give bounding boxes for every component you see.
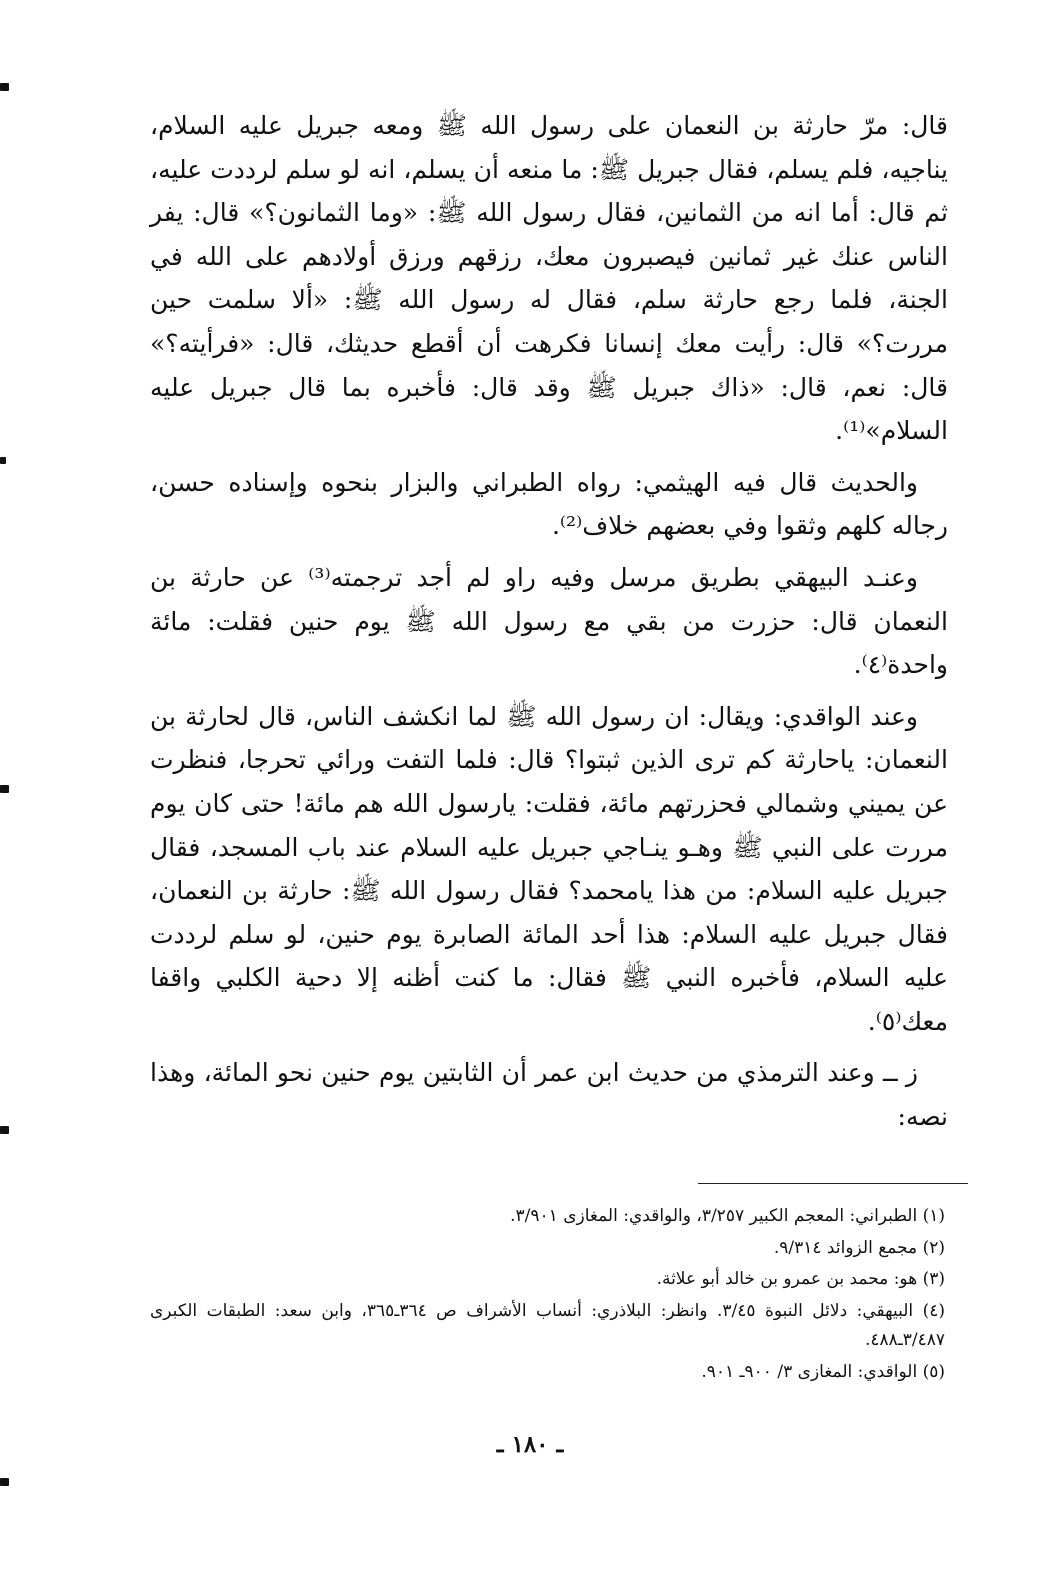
page-number: ـ ١٨٠ ـ: [496, 1431, 564, 1458]
footnote-text: مجمع الزوائد ٩/٣١٤.: [773, 1237, 918, 1258]
footnotes: [150, 1202, 945, 1389]
scan-edge-mark: [0, 83, 9, 91]
paragraph-haythami: والحديث قال فيه الهيثمي: رواه الطبراني والبزار بنحوه وإسناده حسن، رجاله كلهم وثقوا وفي بعضهم خلاف⁽²⁾.: [150, 467, 948, 541]
footnote-item: [150, 1265, 945, 1295]
footnote-divider: [698, 1183, 968, 1184]
paragraph-bayhaqi: وعنـد البيهقي بطريق مرسل وفيه راو لم أجد ترجمته⁽³⁾ عن حارثة بن النعمان قال: حزرت من بقي مع رسول الله ﷺ يوم حنين فقلت: مائة واحدة⁽٤⁾.: [150, 562, 948, 680]
scan-edge-mark: [0, 785, 9, 793]
footnote-item: [150, 1234, 945, 1264]
scan-edge-mark: [0, 1478, 9, 1486]
scan-edge-mark: [0, 457, 6, 464]
main-text: [150, 104, 948, 1147]
scan-edge-mark: [0, 1126, 9, 1134]
footnote-number: (٢): [922, 1237, 945, 1258]
footnote-text: الواقدي: المغازى ٣/ ٩٠٠ـ ٩٠١.: [701, 1361, 918, 1382]
footnote-number: (٤): [922, 1300, 946, 1321]
footnote-item: [150, 1202, 945, 1232]
footnote-item: [150, 1358, 945, 1388]
footnote-text: الطبراني: المعجم الكبير ٣/٢٥٧، والواقدي: المغازى ٣/٩٠١.: [510, 1206, 918, 1226]
footnote-item: [150, 1297, 945, 1356]
footnote-text: البيهقي: دلائل النبوة ٣/٤٥. وانظر: البلاذري: أنساب الأشراف ص ٣٦٤ـ٣٦٥، وابن سعد: الطبقات الكبرى ٣/٤٨٧ـ٤٨٨.: [150, 1300, 945, 1350]
footnote-number: (٣): [922, 1269, 945, 1289]
paragraph-hadith-haritha: قال: مرّ حارثة بن النعمان على رسول الله ﷺ ومعه جبريل عليه السلام، يناجيه، فلم يسلم، فقال جبريل ﷺ: ما منعه أن يسلم، انه لو سلم لرددت عليه، ثم قال: أما انه من الثمانين، فقال رسول الله ﷺ: «وما الثمانون؟» قال: يفر الناس عنك غير ثمانين فيصبرون معك، رزقهم ورزق أولادهم على الله في الجنة، فلما رجع حارثة سلم، فقال له رسول الله ﷺ: «ألا سلمت حين مررت؟» قال: رأيت معك إنسانا فكرهت أن أقطع حديثك، قال: «فرأيته؟» قال: نعم، قال: «ذاك جبريل ﷺ وقد قال: فأخبره بما قال جبريل عليه السلام»⁽¹⁾.: [150, 111, 948, 446]
paragraph-tirmidhi: ز ــ وعند الترمذي من حديث ابن عمر أن الثابتين يوم حنين نحو المائة، وهذا نصه:: [150, 1058, 948, 1132]
footnote-number: (٥): [922, 1361, 945, 1382]
paragraph-waqidi: وعند الواقدي: ويقال: ان رسول الله ﷺ لما انكشف الناس، قال لحارثة بن النعمان: ياحارثة كم ترى الذين ثبتوا؟ قال: فلما التفت ورائي تحرجا، فنظرت عن يميني وشمالي فحزرتهم مائة، فقلت: يارسول الله هم مائة! حتى كان يوم مررت على النبي ﷺ وهـو ينـاجي جبريل عليه السلام عند باب المسجد، فقال جبريل عليه السلام: من هذا يامحمد؟ فقال رسول الله ﷺ: حارثة بن النعمان، فقال جبريل عليه السلام: هذا أحد المائة الصابرة يوم حنين، لو سلم لرددت عليه السلام، فأخبره النبي ﷺ فقال: ما كنت أظنه إلا دحية الكلبي واقفا معك⁽٥⁾.: [150, 701, 948, 1036]
footnote-number: (١): [922, 1206, 945, 1226]
footnote-text: هو: محمد بن عمرو بن خالد أبو علاثة.: [656, 1269, 918, 1289]
